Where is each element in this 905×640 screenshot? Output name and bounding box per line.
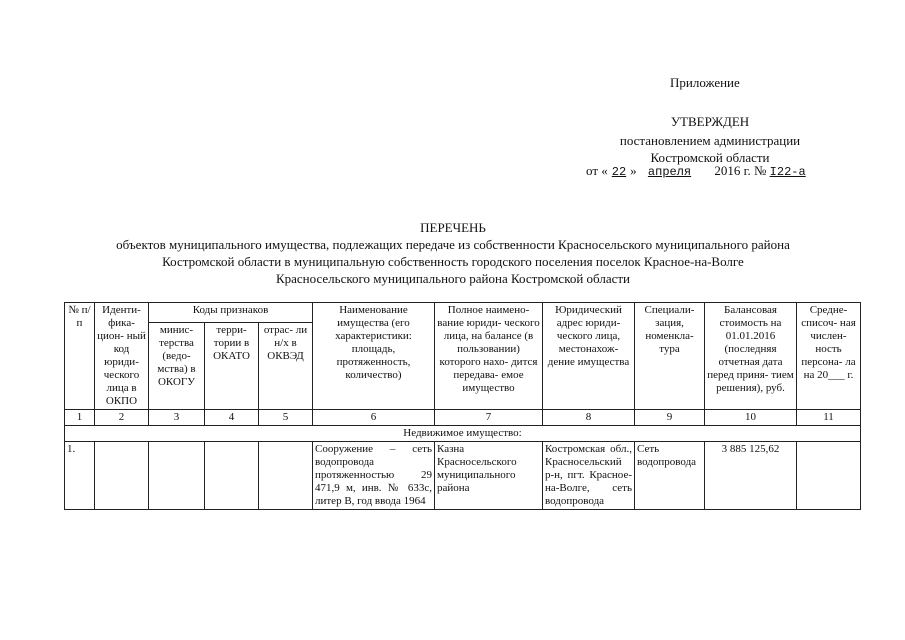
- col-header-codes: Коды признаков: [149, 303, 313, 323]
- row-name: Сооружение – сеть водопровода протяженностью 29 471,9 м, инв. № 633с, литер В, год ввода 1964: [313, 442, 435, 510]
- col-header-balance: Балансовая стоимость на 01.01.2016 (последняя отчетная дата перед приня- тием решения), руб.: [705, 303, 797, 410]
- col-header-name: Наименование имущества (его характеристики: площадь, протяженность, количество): [313, 303, 435, 410]
- row-spec: Сеть водопровода: [635, 442, 705, 510]
- approval-line-2: Костромской области: [650, 150, 770, 165]
- approval-line-1: постановлением администрации: [619, 133, 801, 148]
- title-heading: ПЕРЕЧЕНЬ: [420, 220, 486, 235]
- col-number: 7: [435, 410, 543, 426]
- col-number: 11: [797, 410, 861, 426]
- table-row: [65, 442, 861, 510]
- col-header-holder: Полное наимено- вание юриди- ческого лица, на балансе (в пользовании) которого нахо- дится передава- емое имущество: [435, 303, 543, 410]
- col-header-okpo: Иденти- фика- цион- ный код юриди- ческого лица в ОКПО: [95, 303, 149, 410]
- col-header-okved: отрас- ли н/х в ОКВЭД: [259, 323, 313, 410]
- approved-label: УТВЕРЖДЕН: [670, 114, 750, 129]
- title-line-1: объектов муниципального имущества, подлежащих передаче из собственности Красносельского муниципального района: [116, 237, 790, 252]
- date-mid: »: [630, 163, 637, 178]
- title-line-2: Костромской области в муниципальную собственность городского поселения поселок Красное-на-Волге: [162, 254, 744, 269]
- col-number: 1: [65, 410, 95, 426]
- header-row: [65, 303, 861, 323]
- document-title: [40, 219, 866, 287]
- decree-date-line: [586, 163, 806, 179]
- col-number: 5: [259, 410, 313, 426]
- col-number: 4: [205, 410, 259, 426]
- column-number-row: [65, 410, 861, 426]
- row-balance: 3 885 125,62: [705, 442, 797, 510]
- col-header-okogu: минис- терства (ведо- мства) в ОКОГУ: [149, 323, 205, 410]
- decree-number: I22-а: [769, 165, 806, 179]
- row-okato: [205, 442, 259, 510]
- col-header-address: Юридический адрес юриди- ческого лица, местонахож- дение имущества: [543, 303, 635, 410]
- col-header-okato: терри- тории в ОКАТО: [205, 323, 259, 410]
- col-header-num: № п/п: [65, 303, 95, 410]
- row-address: Костромская обл., Красносельский р-н, пгт. Красное-на-Волге, сеть водопровода: [543, 442, 635, 510]
- col-number: 10: [705, 410, 797, 426]
- col-number: 6: [313, 410, 435, 426]
- decree-month: апреля: [647, 165, 692, 179]
- col-number: 8: [543, 410, 635, 426]
- col-number: 3: [149, 410, 205, 426]
- row-okogu: [149, 442, 205, 510]
- section-row: [65, 426, 861, 442]
- row-okpo: [95, 442, 149, 510]
- row-holder: Казна Красносельского муниципального района: [435, 442, 543, 510]
- title-line-3: Красносельского муниципального района Костромской области: [275, 271, 631, 286]
- date-prefix: от «: [586, 163, 608, 178]
- col-header-staff: Средне- списоч- ная числен- ность персона- ла на 20___ г.: [797, 303, 861, 410]
- row-staff: [797, 442, 861, 510]
- decree-year: 2016 г. №: [714, 163, 767, 178]
- row-num: 1.: [65, 442, 95, 510]
- col-number: 2: [95, 410, 149, 426]
- col-header-spec: Специали- зация, номенкла- тура: [635, 303, 705, 410]
- row-okved: [259, 442, 313, 510]
- property-table: [64, 302, 861, 510]
- section-label: Недвижимое имущество:: [65, 426, 861, 442]
- appendix-label: Приложение: [670, 75, 740, 90]
- decree-day: 22: [611, 165, 627, 179]
- col-number: 9: [635, 410, 705, 426]
